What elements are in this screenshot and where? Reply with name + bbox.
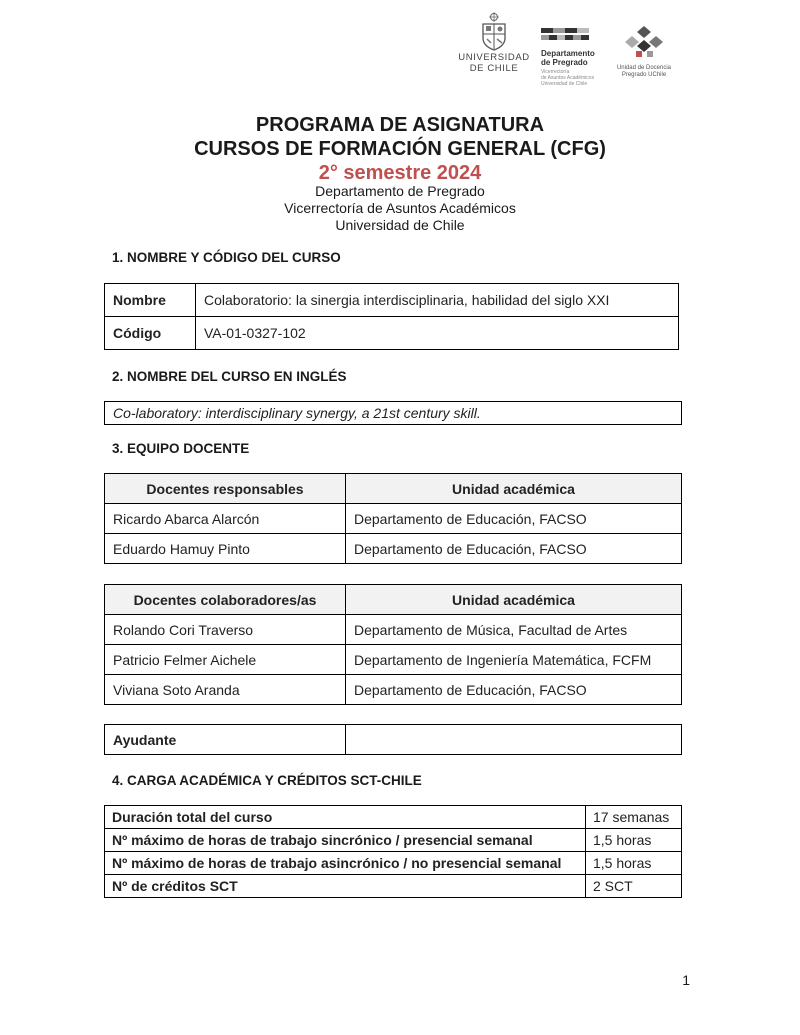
dep-small3: Universidad de Chile	[541, 81, 588, 87]
table-row	[105, 875, 682, 898]
teacher-unit: Departamento de Educación, FACSO	[346, 504, 682, 534]
credits-label: Nº máximo de horas de trabajo sincrónico / presencial semanal	[105, 829, 586, 852]
table-row	[105, 645, 682, 675]
table-row	[105, 534, 682, 564]
section4-heading: 4. CARGA ACADÉMICA Y CRÉDITOS SCT-CHILE	[112, 773, 422, 788]
credits-value: 1,5 horas	[586, 852, 682, 875]
uchile-line2: DE CHILE	[469, 63, 519, 74]
teacher-name: Ricardo Abarca Alarcón	[105, 504, 346, 534]
section3-heading: 3. EQUIPO DOCENTE	[112, 441, 250, 456]
dep-small2: de Asuntos Académicos	[541, 75, 595, 81]
code-label: Código	[105, 317, 196, 350]
credits-value: 1,5 horas	[586, 829, 682, 852]
table-row	[105, 829, 682, 852]
table-row	[105, 504, 682, 534]
header-line3: Universidad de Chile	[335, 217, 465, 233]
credits-label: Duración total del curso	[105, 806, 586, 829]
teacher-name: Eduardo Hamuy Pinto	[105, 534, 346, 564]
document-subtitle: CURSOS DE FORMACIÓN GENERAL (CFG)	[194, 138, 606, 160]
ud-line2: Pregrado UChile	[621, 72, 667, 78]
table-row	[105, 317, 679, 350]
course-name-table	[104, 283, 679, 350]
departamento-pregrado-logo	[541, 28, 611, 87]
teacher-name: Viviana Soto Aranda	[105, 675, 346, 705]
ayudante-value	[346, 725, 682, 755]
teacher-unit: Departamento de Ingeniería Matemática, FCFM	[346, 645, 682, 675]
credits-label: Nº de créditos SCT	[105, 875, 586, 898]
header-line1: Departamento de Pregrado	[315, 183, 485, 199]
english-name-table	[104, 401, 682, 425]
column-header: Unidad académica	[346, 474, 682, 504]
dep-line2: de Pregrado	[541, 58, 588, 67]
unidad-mark-icon	[624, 24, 664, 58]
teacher-unit: Departamento de Educación, FACSO	[346, 675, 682, 705]
table-header-row	[105, 474, 682, 504]
table-row	[105, 402, 682, 425]
table-header-row	[105, 585, 682, 615]
teacher-name: Patricio Felmer Aichele	[105, 645, 346, 675]
credits-value: 2 SCT	[586, 875, 682, 898]
column-header: Unidad académica	[346, 585, 682, 615]
uchile-line1: UNIVERSIDAD	[458, 52, 530, 63]
table-row	[105, 284, 679, 317]
unidad-docencia-logo	[613, 24, 675, 79]
name-value: Colaboratorio: la sinergia interdisciplinaria, habilidad del siglo XXI	[196, 284, 679, 317]
document-title: PROGRAMA DE ASIGNATURA	[255, 114, 545, 136]
ayudante-table	[104, 724, 682, 755]
credits-value: 17 semanas	[586, 806, 682, 829]
table-row	[105, 675, 682, 705]
table-row	[105, 725, 682, 755]
column-header: Docentes colaboradores/as	[105, 585, 346, 615]
colaboradores-table	[104, 584, 682, 705]
semester-label: 2° semestre 2024	[318, 162, 482, 184]
table-row	[105, 806, 682, 829]
table-row	[105, 615, 682, 645]
ayudante-label: Ayudante	[105, 725, 346, 755]
english-name-value: Co-laboratory: interdisciplinary synergy, a 21st century skill.	[105, 402, 682, 425]
teacher-unit: Departamento de Educación, FACSO	[346, 534, 682, 564]
teacher-unit: Departamento de Música, Facultad de Artes	[346, 615, 682, 645]
teacher-name: Rolando Cori Traverso	[105, 615, 346, 645]
credits-label: Nº máximo de horas de trabajo asincrónico / no presencial semanal	[105, 852, 586, 875]
name-label: Nombre	[105, 284, 196, 317]
page-number: 1	[682, 972, 690, 988]
table-row	[105, 852, 682, 875]
dep-line1: Departamento	[541, 49, 595, 58]
header-line2: Vicerrectoría de Asuntos Académicos	[284, 200, 516, 216]
code-value: VA-01-0327-102	[196, 317, 679, 350]
section2-heading: 2. NOMBRE DEL CURSO EN INGLÉS	[112, 369, 347, 384]
coat-of-arms-icon	[477, 12, 511, 52]
universidad-de-chile-logo	[456, 12, 532, 74]
pregrado-mark-icon	[541, 28, 591, 42]
ud-line1: Unidad de Docencia	[616, 65, 672, 71]
column-header: Docentes responsables	[105, 474, 346, 504]
credits-table	[104, 805, 682, 898]
section1-heading: 1. NOMBRE Y CÓDIGO DEL CURSO	[112, 250, 341, 265]
dep-small1: Vicerrectoría	[541, 69, 570, 75]
responsables-table	[104, 473, 682, 564]
